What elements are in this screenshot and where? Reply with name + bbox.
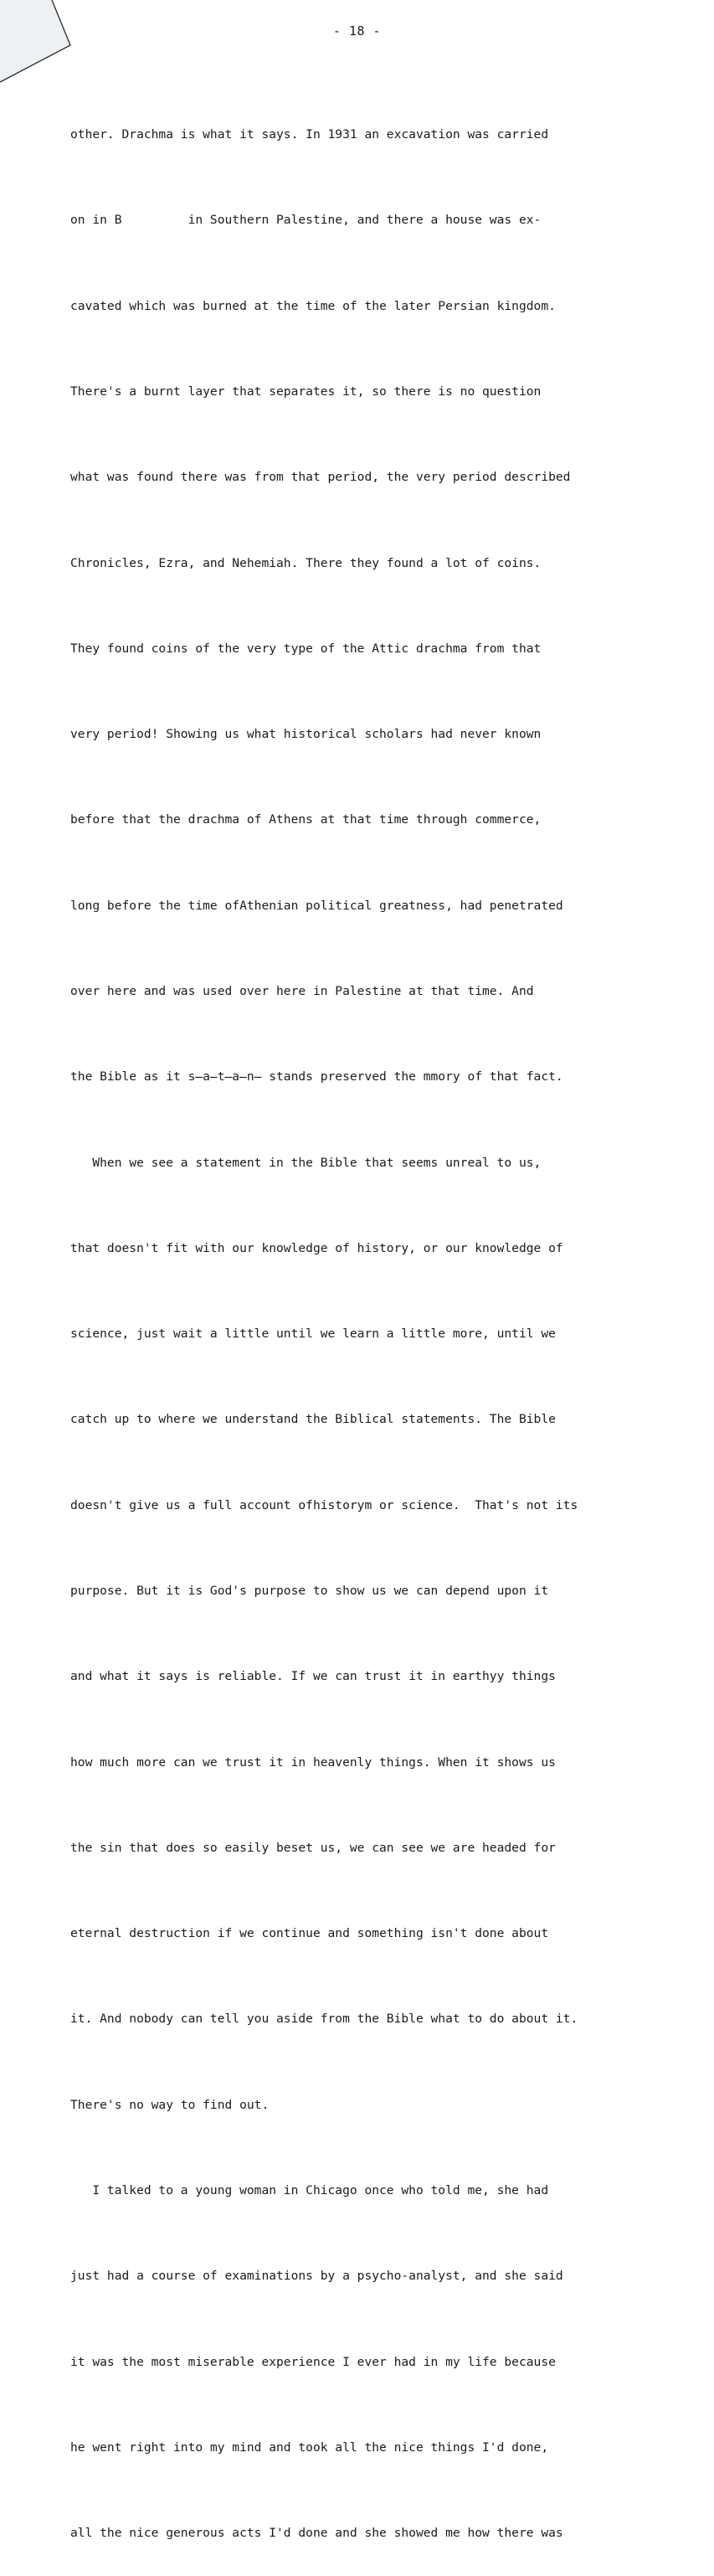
text-line-21: the sin that does so easily beset us, we can see we are headed for [70, 1840, 556, 1855]
text-line-11: over here and was used over here in Palestine at that time. And [70, 984, 534, 998]
text-line-12: the Bible as it s̶a̶t̶a̶n̶ stands preserved the mmory of that fact. [70, 1069, 563, 1084]
text-line-19: and what it says is reliable. If we can trust it in earthyy things [70, 1669, 556, 1684]
text-line-2: on in B in Southern Palestine, and there a house was ex- [70, 213, 542, 228]
text-line-8: very period! Showing us what historical scholars had never known [70, 727, 542, 742]
folded-corner [0, 0, 75, 84]
text-line-10: long before the time ofAthenian political greatness, had penetrated [70, 898, 563, 913]
text-line-7: They found coins of the very type of the Attic drachma from that [70, 641, 542, 656]
text-line-13: When we see a statement in the Bible that seems unreal to us, [70, 1155, 542, 1170]
text-line-22: eternal destruction if we continue and something isn't done about [70, 1926, 549, 1941]
text-line-28: he went right into my mind and took all the nice things I'd done, [70, 2439, 549, 2455]
text-line-17: doesn't give us a full account ofhistorym or science. That's not its [70, 1497, 578, 1512]
document-body [70, 64, 690, 2576]
text-line-20: how much more can we trust it in heavenly things. When it shows us [70, 1754, 556, 1770]
text-line-6: Chronicles, Ezra, and Nehemiah. There they found a lot of coins. [70, 555, 542, 570]
text-line-16: catch up to where we understand the Biblical statements. The Bible [70, 1412, 556, 1427]
text-line-18: purpose. But it is God's purpose to show us we can depend upon it [70, 1583, 549, 1598]
text-line-5: what was found there was from that period, the very period described [70, 470, 571, 485]
text-line-15: science, just wait a little until we learn a little more, until we [70, 1327, 556, 1342]
text-line-25: I talked to a young woman in Chicago once who told me, she had [70, 2182, 549, 2197]
text-line-29: all the nice generous acts I'd done and she showed me how there was [70, 2526, 563, 2541]
text-line-9: before that the drachma of Athens at that time through commerce, [70, 812, 542, 827]
text-line-14: that doesn't fit with our knowledge of history, or our knowledge of [70, 1240, 563, 1255]
text-line-3: cavated which was burned at the time of the later Persian kingdom. [70, 298, 556, 313]
text-line-1: other. Drachma is what it says. In 1931 an excavation was carried [70, 127, 549, 142]
text-line-23: it. And nobody can tell you aside from the Bible what to do about it. [70, 2012, 578, 2027]
page-number: - 18 - [332, 23, 382, 39]
text-line-24: There's no way to find out. [70, 2097, 270, 2112]
text-line-27: it was the most miserable experience I ever had in my life because [70, 2354, 556, 2369]
text-line-26: just had a course of examinations by a psycho-analyst, and she said [70, 2269, 563, 2284]
text-line-4: There's a burnt layer that separates it, so there is no question [70, 384, 542, 399]
